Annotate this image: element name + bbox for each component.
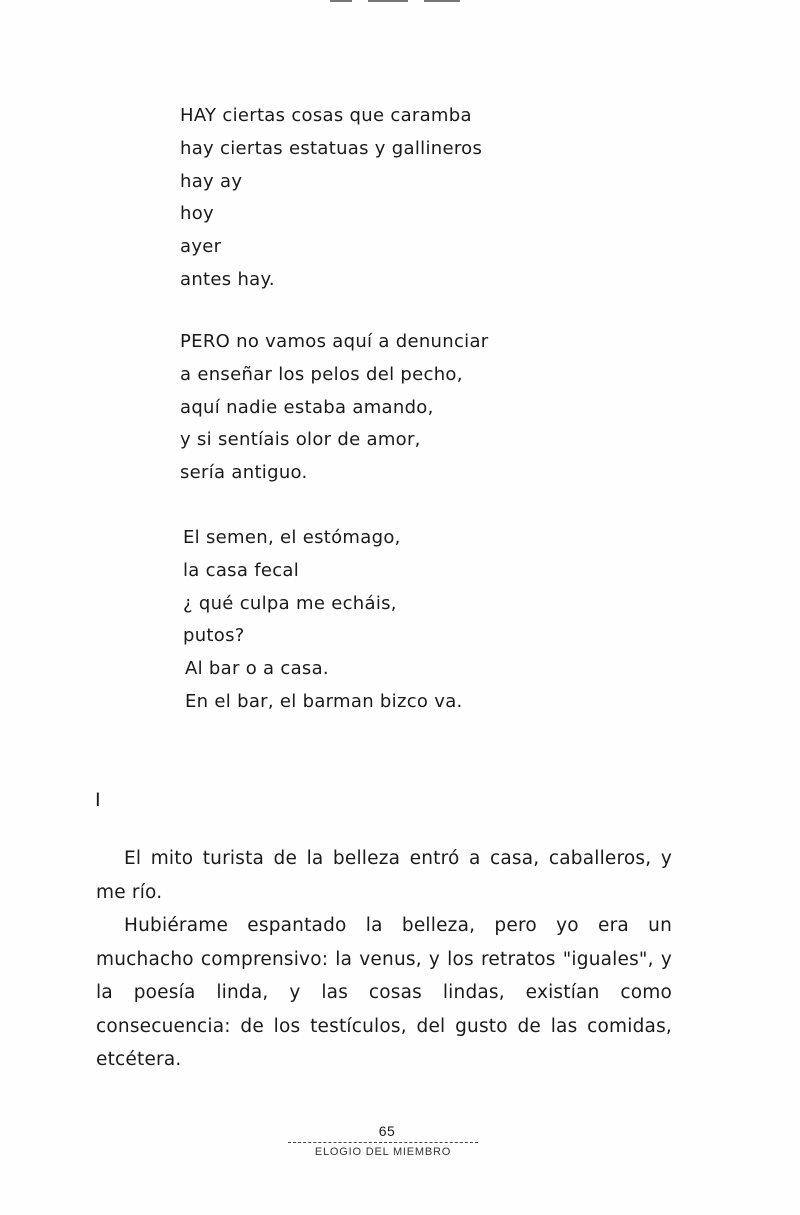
- prose-paragraph: El mito turista de la belleza entró a casa, caballeros, y me río.: [96, 848, 672, 903]
- poem-line: ayer: [180, 236, 222, 258]
- poem-line: aquí nadie estaba amando,: [180, 396, 434, 418]
- poem-line: hay ciertas estatuas y gallineros: [180, 137, 483, 159]
- prose-paragraph: Hubiérame espantado la belleza, pero yo era un muchacho comprensivo: la venus, y los retratos "iguales", y la poesía linda, y las cosas lindas, existían como consecuencia: de los testículos, del gusto de las comidas, etcétera.: [96, 915, 672, 1070]
- poem-line: En el bar, el barman bizco va.: [185, 690, 463, 712]
- page-footer: [288, 1120, 478, 1161]
- top-edge-marks: [320, 0, 480, 4]
- poem-line: putos?: [183, 625, 245, 647]
- poem-stanza-2: [180, 326, 489, 490]
- poem-stanza-3: [180, 522, 463, 719]
- poem-line: El semen, el estómago,: [183, 527, 401, 548]
- poem-line: PERO no vamos aquí a denunciar: [180, 331, 489, 352]
- poem-line: ¿ qué culpa me echáis,: [183, 592, 397, 614]
- prose-body: [96, 842, 672, 1077]
- running-title: ELOGIO DEL MIEMBRO: [314, 1146, 452, 1158]
- section-numeral: I: [95, 789, 101, 811]
- page-number: 65: [288, 1120, 478, 1143]
- poem-line: a enseñar los pelos del pecho,: [180, 363, 463, 385]
- poem-line: HAY ciertas cosas que caramba: [180, 105, 472, 126]
- poem-line: hay ay: [180, 170, 243, 192]
- poem-line: antes hay.: [180, 268, 275, 290]
- poem-line: la casa fecal: [183, 559, 300, 581]
- poem-line: Al bar o a casa.: [185, 658, 329, 680]
- poem-stanza-1: [180, 100, 482, 297]
- poem-line: hoy: [180, 203, 214, 225]
- poem-line: y si sentíais olor de amor,: [180, 429, 421, 451]
- poem-line: sería antiguo.: [180, 462, 308, 484]
